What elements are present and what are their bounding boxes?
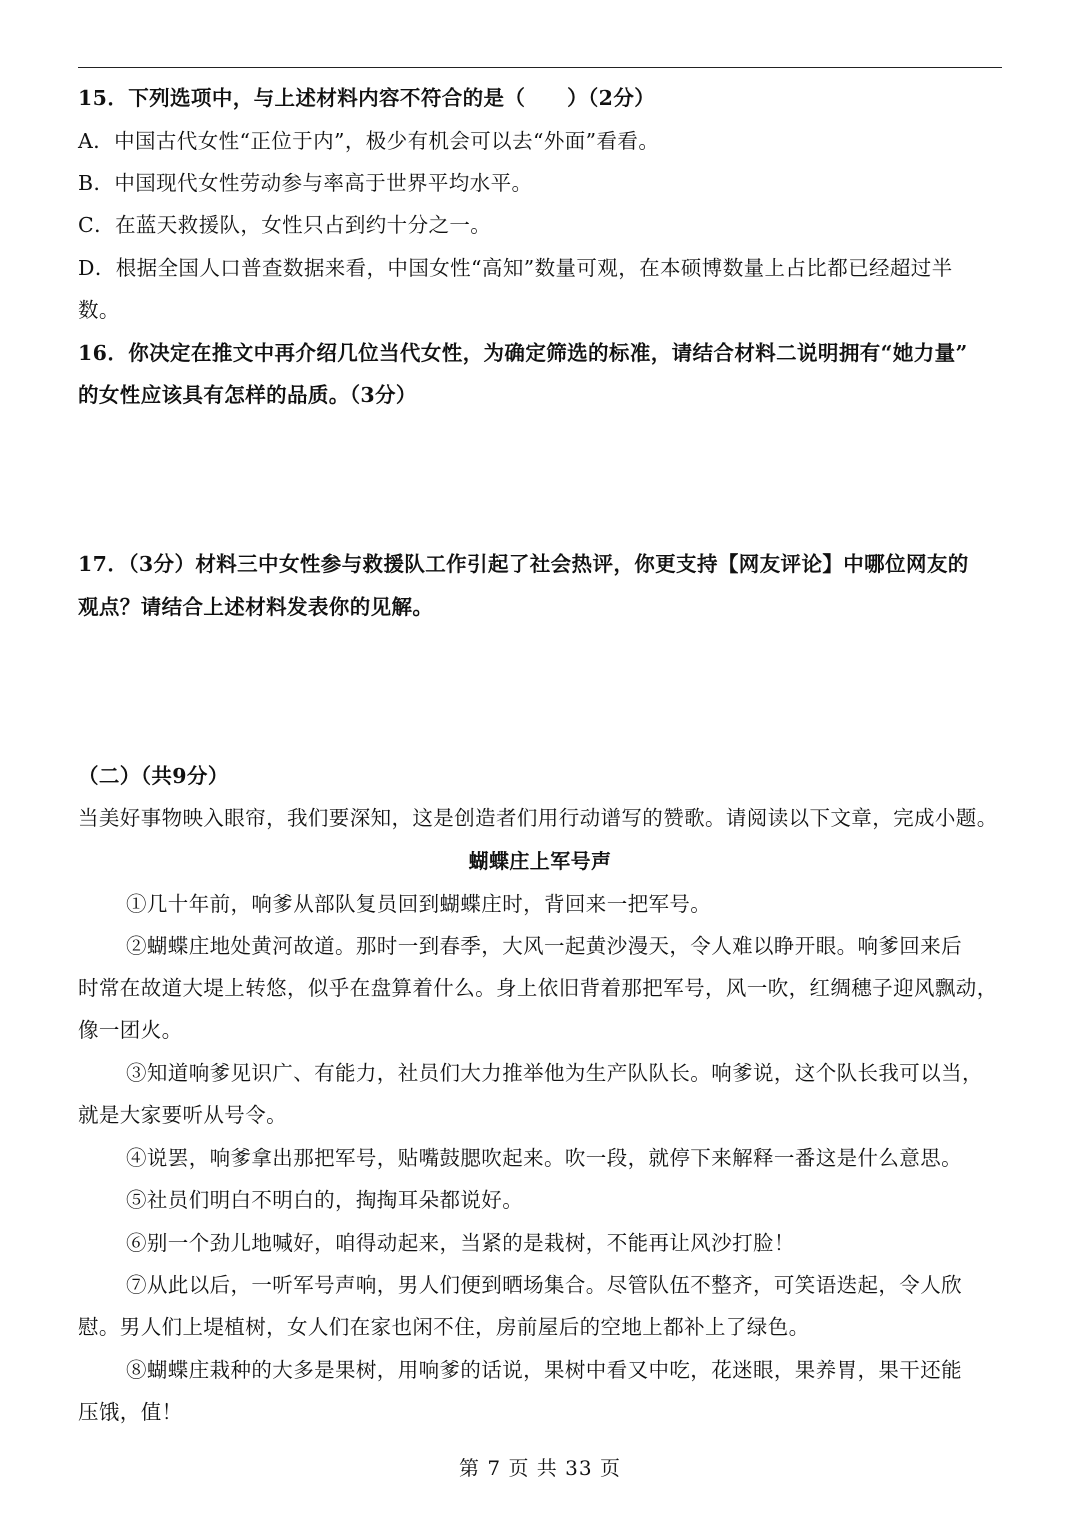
- question-17-line1: 17．（3分）材料三中女性参与救援队工作引起了社会热评，你更支持【网友评论】中哪位网友的: [78, 552, 969, 576]
- article-line: 时常在故道大堤上转悠，似乎在盘算着什么。身上依旧背着那把军号，风一吹，红绸穗子迎风飘动，: [78, 976, 998, 1000]
- article-line: ⑧蝴蝶庄栽种的大多是果树，用响爹的话说，果树中看又中吃，花迷眼，果养胃，果干还能: [126, 1358, 962, 1382]
- article-line: ②蝴蝶庄地处黄河故道。那时一到春季，大风一起黄沙漫天，令人难以睁开眼。响爹回来后: [126, 934, 962, 958]
- q15-option-c: C．在蓝天救援队，女性只占到约十分之一。: [78, 213, 492, 237]
- question-16-line1: 16．你决定在推文中再介绍几位当代女性，为确定筛选的标准，请结合材料二说明拥有“她力量”: [78, 341, 968, 365]
- article-line: ③知道响爹见识广、有能力，社员们大力推举他为生产队队长。响爹说，这个队长我可以当，: [126, 1061, 983, 1085]
- section-heading: （二）（共9分）: [78, 764, 229, 788]
- article-line: ⑦从此以后，一听军号声响，男人们便到晒场集合。尽管队伍不整齐，可笑语迭起，令人欣: [126, 1273, 962, 1297]
- q15-option-d-cont: 数。: [78, 298, 120, 322]
- question-15-stem: 15．下列选项中，与上述材料内容不符合的是（ ）（2分）: [78, 86, 656, 110]
- q15-option-b: B．中国现代女性劳动参与率高于世界平均水平。: [78, 171, 533, 195]
- article-line: 像一团火。: [78, 1018, 183, 1042]
- page-footer: 第 7 页 共 33 页: [459, 1456, 621, 1480]
- question-16-line2: 的女性应该具有怎样的品质。（3分）: [78, 383, 417, 407]
- article-line: 压饿，值！: [78, 1400, 183, 1424]
- header-rule: [78, 67, 1002, 68]
- article-line: ④说罢，响爹拿出那把军号，贴嘴鼓腮吹起来。吹一段，就停下来解释一番这是什么意思。: [126, 1146, 962, 1170]
- article-line: 就是大家要听从号令。: [78, 1103, 287, 1127]
- question-17-line2: 观点？请结合上述材料发表你的见解。: [78, 595, 434, 619]
- q15-option-a: A．中国古代女性“正位于内”，极少有机会可以去“外面”看看。: [78, 129, 660, 153]
- article-line: ⑥别一个劲儿地喊好，咱得动起来，当紧的是栽树，不能再让风沙打脸！: [126, 1231, 795, 1255]
- section-intro: 当美好事物映入眼帘，我们要深知，这是创造者们用行动谱写的赞歌。请阅读以下文章，完成小题。: [78, 806, 998, 830]
- article-line: ⑤社员们明白不明白的，掏掏耳朵都说好。: [126, 1188, 524, 1212]
- article-line: 慰。男人们上堤植树，女人们在家也闲不住，房前屋后的空地上都补上了绿色。: [78, 1315, 810, 1339]
- article-title: 蝴蝶庄上军号声: [468, 849, 612, 873]
- q15-option-d: D．根据全国人口普查数据来看，中国女性“高知”数量可观，在本硕博数量上占比都已经超过半: [78, 256, 953, 280]
- article-line: ①几十年前，响爹从部队复员回到蝴蝶庄时，背回来一把军号。: [126, 892, 712, 916]
